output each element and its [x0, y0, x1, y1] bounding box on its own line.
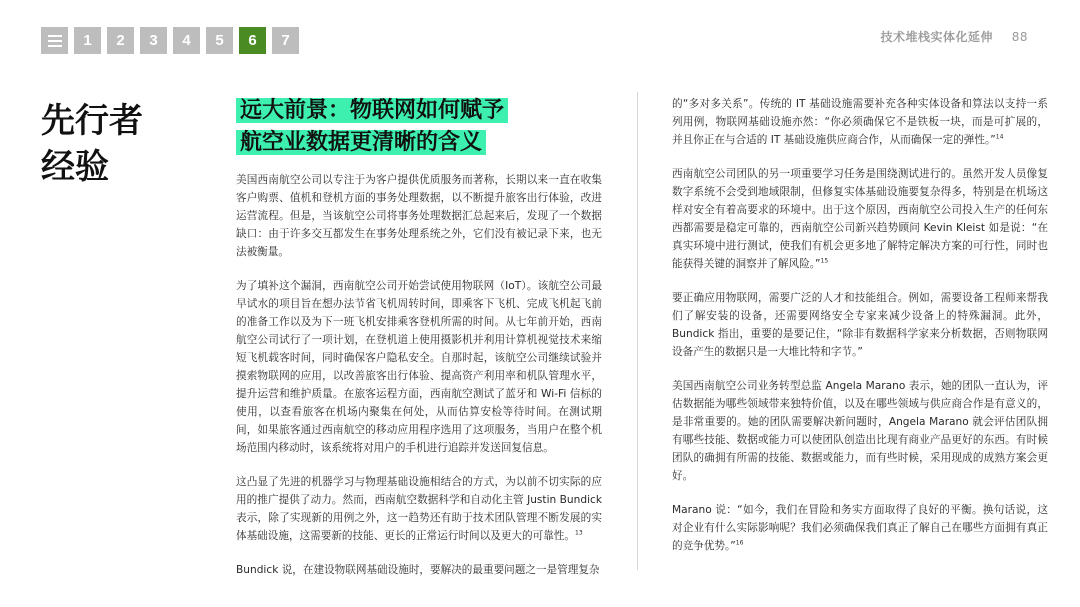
paragraph-text: 美国西南航空公司业务转型总监 Angela Marano 表示，她的团队一直认为，评估数据能为哪些领域带来独特价值，以及在哪些领域与供应商合作是有意义的，是非常重要的。她的团队需要解决新问题时，Angela Marano 就会评估团队拥有哪些技能、数据或能力可以使团队创造出比现有商业产品更好的东西。有时候团队的确拥有所需的技能、数据或能力，而有些时候，采用现成的成熟方案会更好。 [672, 380, 1048, 482]
page-nav [41, 27, 299, 54]
page-nav-4[interactable]: 4 [173, 27, 200, 54]
body-paragraph [672, 289, 1048, 361]
article-column-left [236, 95, 602, 595]
headline-line-2: 航空业数据更清晰的含义 [236, 130, 486, 155]
footnote-ref[interactable]: 13 [575, 529, 583, 537]
side-title-line-1: 先行者 [41, 101, 143, 141]
page-nav-5[interactable]: 5 [206, 27, 233, 54]
page-nav-2[interactable]: 2 [107, 27, 134, 54]
page-nav-7[interactable]: 7 [272, 27, 299, 54]
paragraph-text: 西南航空公司团队的另一项重要学习任务是围绕测试进行的。虽然开发人员像复数字系统不会受到地域限制，但修复实体基础设施要复杂得多，特别是在机场这样对安全有着高要求的环境中。出于这个原因，西南航空公司投入生产的任何东西都需要是稳定可靠的，西南航空公司新兴趋势顾问 Kevin Kleist 如是说：“在真实环境中进行测试，使我们有机会更多地了解特定解决方案的可行性，同时也能获得关键的洞察并了解风险。” [672, 168, 1048, 270]
page-nav-6-active[interactable]: 6 [239, 27, 266, 54]
body-paragraph [672, 501, 1048, 555]
paragraph-text: Bundick 说，在建设物联网基础设施时，要解决的最重要问题之一是管理复杂 [236, 564, 600, 576]
article-column-right [672, 95, 1048, 571]
paragraph-text: 为了填补这个漏洞，西南航空公司开始尝试使用物联网（IoT）。该航空公司最早试水的项目旨在想办法节省飞机周转时间，即乘客下飞机、完成飞机起飞前的准备工作以及为下一班飞机安排乘客登机所需的时间。从七年前开始，西南航空公司试行了一项计划，在登机道上使用摄影机并利用计算机视觉技术来缩短飞机载客时间，同时确保客户隐私安全。自那时起，该航空公司继续试验并摸索物联网的应用，以改善旅客出行体验、提高资产利用率和机队管理水平，提升运营和维护质量。在旅客运程方面，西南航空测试了蓝牙和 Wi-Fi 信标的使用，以查看旅客在机场内聚集在何处，从而估算安检等待时间。在测试期间，如果旅客通过西南航空的移动应用程序选用了这项服务，当用户在整个机场范围内移动时，该系统将对用户的手机进行追踪并发送回复信息。 [236, 280, 602, 454]
column-divider [637, 92, 638, 570]
article-headline [236, 95, 602, 159]
side-title [41, 98, 143, 190]
footnote-ref[interactable]: 14 [995, 133, 1004, 141]
page-nav-3[interactable]: 3 [140, 27, 167, 54]
paragraph-text: 的“多对多关系”。传统的 IT 基础设施需要补充各种实体设备和算法以支持一系列用例，物联网基础设施亦然：“你必须确保它不是铁板一块，而是可扩展的，并且你正在与合适的 IT 基础设施供应商合作，从而确保一定的弹性。” [672, 98, 1048, 146]
section-title: 技术堆栈实体化延伸 [880, 30, 994, 44]
body-paragraph [236, 561, 602, 579]
body-paragraph [236, 473, 602, 545]
side-title-line-2: 经验 [41, 147, 109, 187]
running-header [881, 28, 1028, 45]
menu-icon [48, 35, 62, 47]
page-nav-1[interactable]: 1 [74, 27, 101, 54]
paragraph-text: 要正确应用物联网，需要广泛的人才和技能组合。例如，需要设备工程师来帮我们了解安装的设备，还需要网络安全专家来减少设备上的特殊漏洞。此外，Bundick 指出，重要的是要记住，“除非有数据科学家来分析数据，否则物联网设备产生的数据只是一大堆比特和字节。” [672, 292, 1048, 358]
body-paragraph [672, 377, 1048, 485]
page-number: 88 [1011, 30, 1028, 44]
headline-line-1: 远大前景：物联网如何赋予 [236, 98, 508, 123]
footnote-ref[interactable]: 16 [735, 539, 744, 547]
body-paragraph [236, 277, 602, 457]
paragraph-text: 美国西南航空公司以专注于为客户提供优质服务而著称，长期以来一直在收集客户购票、值机和登机方面的事务处理数据，以不断提升旅客出行体验，改进运营流程。但是，当该航空公司将事务处理数据汇总起来后，发现了一个数据缺口：由于许多交互都发生在事务处理系统之外，它们没有被记录下来，也无法被衡量。 [236, 174, 602, 258]
paragraph-text: Marano 说：“如今，我们在冒险和务实方面取得了良好的平衡。换句话说，这对企业有什么实际影响呢？我们必须确保我们真正了解自己在哪些方面拥有真正的竞争优势。” [672, 504, 1048, 552]
body-paragraph [236, 171, 602, 261]
footnote-ref[interactable]: 15 [820, 257, 829, 265]
menu-button[interactable] [41, 27, 68, 54]
paragraph-text: 这凸显了先进的机器学习与物理基础设施相结合的方式，为以前不切实际的应用的推广提供了动力。然而，西南航空数据科学和自动化主管 Justin Bundick 表示，除了实现新的用例之外，这一趋势还有助于技术团队管理不断发展的实体基础设施，这需要新的技能、更长的正常运行时间以及更大的可靠性。 [236, 476, 602, 542]
body-paragraph [672, 95, 1048, 149]
body-paragraph [672, 165, 1048, 273]
